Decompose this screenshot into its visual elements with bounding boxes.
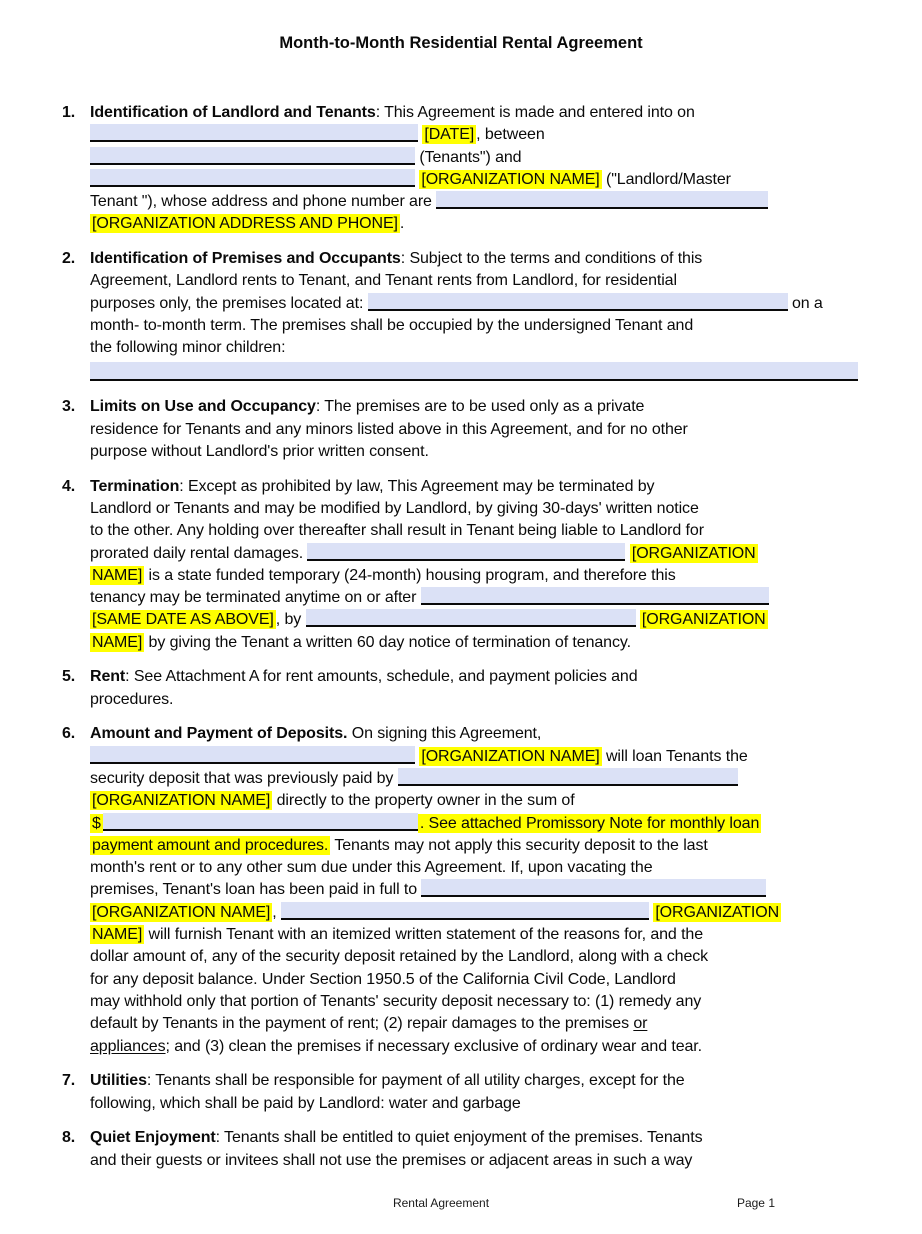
body-text: purposes only, the premises located at: bbox=[90, 294, 368, 312]
text-line bbox=[90, 991, 858, 1013]
body-text: default by Tenants in the payment of rent; (2) repair damages to the premises bbox=[90, 1015, 634, 1033]
text-line bbox=[90, 768, 858, 790]
form-field-blank[interactable] bbox=[307, 543, 625, 561]
highlighted-placeholder: [DATE] bbox=[424, 126, 475, 144]
form-field-blank[interactable] bbox=[281, 902, 649, 920]
body-text: : Except as prohibited by law, This Agreement may be terminated by bbox=[179, 477, 655, 495]
section-heading: Amount and Payment of Deposits. bbox=[90, 725, 348, 743]
text-line bbox=[90, 498, 858, 520]
body-text: on a bbox=[787, 294, 823, 312]
form-field-blank[interactable] bbox=[368, 293, 788, 311]
text-line bbox=[90, 1036, 858, 1058]
body-text: . bbox=[399, 215, 405, 233]
highlighted-placeholder: . See attached Promissory Note for monthly loan bbox=[419, 814, 760, 832]
section-number: 3. bbox=[62, 398, 76, 416]
section-content bbox=[90, 1127, 858, 1172]
text-line bbox=[90, 587, 858, 609]
text-line bbox=[90, 1013, 858, 1035]
body-text: will loan Tenants the bbox=[601, 747, 748, 765]
text-line bbox=[90, 147, 858, 169]
body-text: security deposit that was previously paid by bbox=[90, 769, 398, 787]
section-heading: Identification of Premises and Occupants bbox=[90, 250, 401, 268]
form-field-blank[interactable] bbox=[90, 746, 415, 764]
text-line bbox=[90, 835, 858, 857]
body-text: : Tenants shall be entitled to quiet enjoyment of the premises. Tenants bbox=[215, 1129, 703, 1147]
text-line bbox=[90, 293, 858, 315]
text-line bbox=[90, 1150, 858, 1172]
body-text: ("Landlord/Master bbox=[601, 170, 731, 188]
section-content bbox=[90, 102, 858, 236]
body-text: may withhold only that portion of Tenants' security deposit necessary to: (1) remedy any bbox=[90, 992, 702, 1010]
footer-doc-name: Rental Agreement bbox=[392, 1196, 490, 1210]
highlighted-placeholder: NAME] bbox=[92, 926, 143, 944]
body-text: : The premises are to be used only as a private bbox=[315, 398, 645, 416]
text-line bbox=[90, 362, 858, 384]
body-text: to the other. Any holding over thereafter shall result in Tenant being liable to Landlord for bbox=[90, 522, 704, 540]
text-line bbox=[90, 565, 858, 587]
body-text: for any deposit balance. Under Section 1950.5 of the California Civil Code, Landlord bbox=[90, 970, 676, 988]
section-heading: Rent bbox=[90, 668, 126, 686]
highlighted-placeholder: [ORGANIZATION bbox=[655, 903, 780, 921]
body-text: Tenant "), whose address and phone number are bbox=[90, 193, 437, 211]
underlined-text: or bbox=[633, 1015, 648, 1033]
text-line bbox=[90, 543, 858, 565]
highlighted-placeholder: [ORGANIZATION bbox=[641, 611, 766, 629]
text-line bbox=[90, 632, 858, 654]
text-line bbox=[90, 441, 858, 463]
body-text: premises, Tenant's loan has been paid in full to bbox=[90, 881, 422, 899]
text-line bbox=[90, 857, 858, 879]
section-number: 8. bbox=[62, 1129, 76, 1147]
highlighted-placeholder: payment amount and procedures. bbox=[92, 836, 329, 854]
body-text: prorated daily rental damages. bbox=[90, 544, 308, 562]
body-text: dollar amount of, any of the security deposit retained by the Landlord, along with a check bbox=[90, 948, 709, 966]
text-line bbox=[90, 419, 858, 441]
highlighted-placeholder: NAME] bbox=[92, 633, 143, 651]
body-text: purpose without Landlord's prior written consent. bbox=[90, 442, 429, 460]
body-text: following, which shall be paid by Landlord: water and garbage bbox=[90, 1094, 521, 1112]
section bbox=[62, 396, 858, 463]
form-field-blank[interactable] bbox=[421, 879, 766, 897]
section-content bbox=[90, 396, 858, 463]
body-text: procedures. bbox=[90, 690, 174, 708]
text-line bbox=[90, 270, 858, 292]
body-text: : Tenants shall be responsible for payment of all utility charges, except for the bbox=[146, 1072, 685, 1090]
footer-page-number: Page 1 bbox=[736, 1196, 775, 1210]
section bbox=[62, 1127, 858, 1172]
section-heading: Identification of Landlord and Tenants bbox=[90, 104, 376, 121]
text-line bbox=[90, 969, 858, 991]
text-line bbox=[90, 1127, 858, 1149]
text-line bbox=[90, 813, 858, 835]
form-field-blank[interactable] bbox=[90, 147, 415, 165]
text-line bbox=[90, 213, 858, 235]
section-content bbox=[90, 666, 858, 711]
body-text: : Subject to the terms and conditions of this bbox=[400, 250, 703, 268]
form-field-blank[interactable] bbox=[90, 124, 418, 142]
body-text: tenancy may be terminated anytime on or after bbox=[90, 589, 421, 607]
body-text: , bbox=[272, 903, 281, 921]
section-content bbox=[90, 476, 858, 654]
form-field-blank[interactable] bbox=[306, 609, 636, 627]
text-line bbox=[90, 1070, 858, 1092]
text-line bbox=[90, 1093, 858, 1115]
text-line bbox=[90, 396, 858, 418]
body-text: , by bbox=[275, 611, 306, 629]
text-line bbox=[90, 723, 858, 745]
highlighted-placeholder: [ORGANIZATION ADDRESS AND PHONE] bbox=[92, 215, 398, 233]
body-text: , between bbox=[476, 126, 545, 144]
body-text: month's rent or to any other sum due under this Agreement. If, upon vacating the bbox=[90, 859, 653, 877]
body-text: the following minor children: bbox=[90, 339, 286, 357]
section-content bbox=[90, 723, 858, 1057]
form-field-blank[interactable] bbox=[421, 587, 769, 605]
form-field-blank[interactable] bbox=[90, 169, 415, 187]
body-text: (Tenants") and bbox=[415, 148, 522, 166]
body-text: by giving the Tenant a written 60 day notice of termination of tenancy. bbox=[144, 633, 631, 651]
highlighted-placeholder: [ORGANIZATION bbox=[631, 544, 756, 562]
text-line bbox=[90, 902, 858, 924]
section-heading: Quiet Enjoyment bbox=[90, 1129, 216, 1147]
section bbox=[62, 723, 858, 1057]
sections bbox=[62, 102, 858, 1172]
body-text: and their guests or invitees shall not use the premises or adjacent areas in such a way bbox=[90, 1151, 693, 1169]
body-text: month- to-month term. The premises shall be occupied by the undersigned Tenant and bbox=[90, 317, 694, 335]
form-field-blank[interactable] bbox=[103, 813, 418, 831]
document-title: Month-to-Month Residential Rental Agreement bbox=[279, 34, 643, 52]
section-number: 7. bbox=[62, 1072, 76, 1090]
section-content bbox=[90, 248, 858, 384]
underlined-text: appliances bbox=[90, 1037, 166, 1055]
text-line bbox=[90, 248, 858, 270]
body-text: : This Agreement is made and entered into on bbox=[375, 104, 695, 121]
body-text: residence for Tenants and any minors listed above in this Agreement, and for no other bbox=[90, 420, 688, 438]
body-text: Landlord or Tenants and may be modified by Landlord, by giving 30-days' written notice bbox=[90, 499, 699, 517]
text-line bbox=[90, 790, 858, 812]
highlighted-placeholder: [ORGANIZATION NAME] bbox=[421, 747, 600, 765]
text-line bbox=[90, 666, 858, 688]
text-line bbox=[90, 169, 858, 191]
body-text: : See Attachment A for rent amounts, schedule, and payment policies and bbox=[125, 668, 638, 686]
section bbox=[62, 666, 858, 711]
section-number: 4. bbox=[62, 477, 76, 495]
text-line bbox=[90, 879, 858, 901]
text-line bbox=[90, 124, 858, 146]
page-footer bbox=[0, 1196, 922, 1211]
highlighted-placeholder: [ORGANIZATION NAME] bbox=[92, 903, 271, 921]
section-content bbox=[90, 1070, 858, 1115]
text-line bbox=[90, 609, 858, 631]
highlighted-placeholder: [ORGANIZATION NAME] bbox=[421, 170, 600, 188]
section-number: 2. bbox=[62, 250, 76, 268]
section-number: 5. bbox=[62, 668, 76, 686]
body-text: On signing this Agreement, bbox=[347, 725, 542, 743]
body-text: is a state funded temporary (24-month) housing program, and therefore this bbox=[144, 566, 676, 584]
highlighted-placeholder: NAME] bbox=[92, 566, 143, 584]
body-text: ; and (3) clean the premises if necessary exclusive of ordinary wear and tear. bbox=[165, 1037, 702, 1055]
section bbox=[62, 1070, 858, 1115]
section bbox=[62, 102, 858, 236]
section bbox=[62, 248, 858, 384]
text-line bbox=[90, 476, 858, 498]
form-field-blank[interactable] bbox=[436, 191, 768, 209]
form-field-blank[interactable] bbox=[398, 768, 738, 786]
text-line bbox=[90, 102, 858, 124]
highlighted-placeholder: [SAME DATE AS ABOVE] bbox=[92, 611, 274, 629]
body-text: Tenants may not apply this security deposit to the last bbox=[330, 836, 708, 854]
body-text: directly to the property owner in the sum of bbox=[272, 792, 575, 810]
section bbox=[62, 476, 858, 654]
body-text: Agreement, Landlord rents to Tenant, and Tenant rents from Landlord, for residential bbox=[90, 272, 677, 290]
text-line bbox=[90, 746, 858, 768]
text-line bbox=[90, 689, 858, 711]
text-line bbox=[90, 946, 858, 968]
section-heading: Utilities bbox=[90, 1072, 147, 1090]
section-heading: Limits on Use and Occupancy bbox=[90, 398, 316, 416]
text-line bbox=[90, 520, 858, 542]
text-line bbox=[90, 191, 858, 213]
form-field-blank-fullwidth[interactable] bbox=[90, 362, 858, 381]
section-number: 1. bbox=[62, 104, 76, 121]
section-number: 6. bbox=[62, 725, 76, 743]
highlighted-placeholder: $ bbox=[92, 814, 101, 832]
text-line bbox=[90, 337, 858, 359]
text-line bbox=[90, 315, 858, 337]
section-heading: Termination bbox=[90, 477, 180, 495]
highlighted-placeholder: [ORGANIZATION NAME] bbox=[92, 792, 271, 810]
body-text: will furnish Tenant with an itemized written statement of the reasons for, and the bbox=[144, 926, 704, 944]
text-line bbox=[90, 924, 858, 946]
